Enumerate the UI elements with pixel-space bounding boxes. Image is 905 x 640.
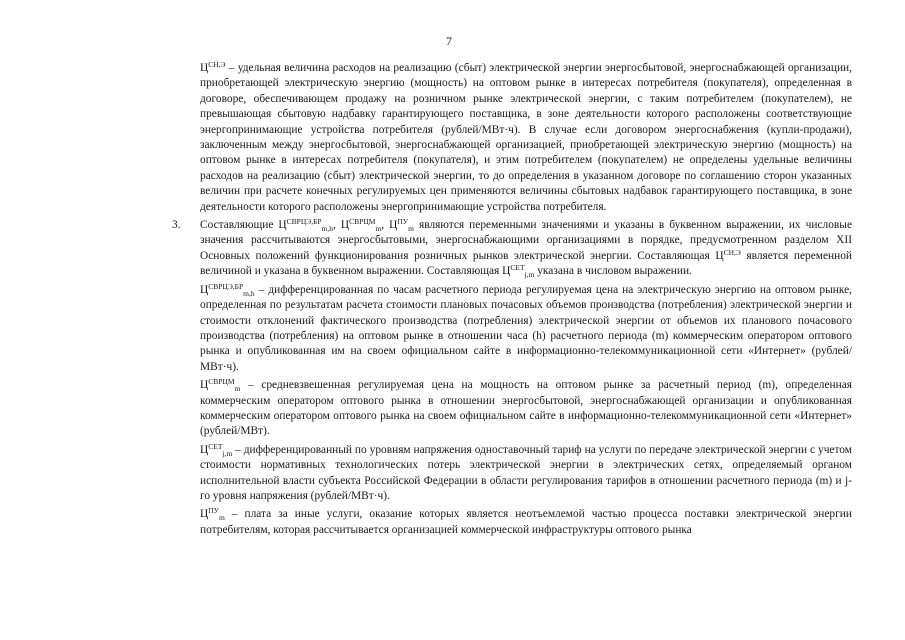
symbol-base: Ц [200, 443, 209, 456]
symbol-base: Ц [200, 379, 209, 392]
symbol-subscript: m,h [243, 288, 255, 298]
item-text: являются переменными значениями и указаны в буквенном выражении, их числовые значения рассчитываются энергосбытовыми, энергоснабжающими организациями в порядке, предусмотренном разделом XII Основных положений функционирования розничных рынков электрической энергии. Составляющая [200, 219, 852, 262]
formula-symbol [278, 218, 333, 233]
formula-symbol [502, 264, 534, 279]
symbol-base: Ц [715, 249, 724, 262]
symbol-superscript: СВРЦМ [349, 217, 376, 227]
definition-c-sn-e [200, 61, 852, 215]
definition-c-svrcm [200, 378, 852, 440]
symbol-subscript: m [218, 513, 225, 523]
formula-symbol [200, 378, 240, 393]
symbol-superscript: СН,Э [208, 60, 226, 69]
symbol-base: Ц [502, 265, 511, 278]
symbol-superscript: СЕТ [208, 441, 223, 451]
symbol-subscript: j,m [524, 270, 535, 280]
item-text: указана в числовом выражении. [534, 265, 692, 278]
formula-symbol [715, 249, 740, 262]
item-text: Составляющие [200, 219, 279, 232]
formula-symbol [389, 218, 414, 233]
symbol-base: Ц [200, 283, 209, 296]
symbol-superscript: ПУ [397, 217, 409, 227]
separator: , [333, 219, 341, 232]
definition-text: – удельная величина расходов на реализацию (сбыт) электрической энергии энергосбытовой, энергоснабжающей организации, приобретающей электрическую энергию (мощность) на оптовом рынке в интересах потребителя (покупателя), определенная в договоре, обеспечивающем продажу на розничном рынке электрической энергии, с таким потребителем (покупателем), не превышающая сбытовую надбавку гарантирующего поставщика, в зоне деятельности которого расположены соответствующие энергопринимающие устройства потребителя (рублей/МВт·ч). В случае если договором энергоснабжения (купли-продажи), заключенным между энергосбытовой, энергоснабжающей организацией, приобретающей электрическую энергию (мощность) на оптовом рынке в интересах потребителя (покупателя), и этим потребителем (покупателем) не определены удельные величины расходов на реализацию (сбыт) электрической энергии, то до определения в указанном договоре по соглашению сторон указанных величин при расчете конечных регулируемых цен применяются величины сбытовых надбавок гарантирующего поставщика, в зоне деятельности которого расположены энергопринимающие устройства потребителя. [200, 62, 852, 213]
symbol-superscript: СВРЦЭ,БР [286, 217, 322, 227]
formula-symbol [200, 283, 255, 298]
symbol-subscript: m,h [321, 224, 334, 234]
symbol-base: Ц [200, 62, 209, 74]
symbol-superscript: СЕТ [510, 263, 525, 273]
formula-symbol [200, 61, 225, 74]
symbol-subscript: m [375, 224, 382, 234]
formula-symbol [341, 218, 381, 233]
symbol-subscript: j,m [222, 448, 233, 458]
definition-text: – средневзвешенная регулируемая цена на мощность на оптовом рынке за расчетный период (m), определенная коммерческим оператором оптового рынка в отношении энергосбытовой, энергоснабжающей организации и опубликованная коммерческим оператором оптового рынка на своем официальном сайте в информационно-телекоммуникационной сети «Интернет» (рублей/МВт). [200, 379, 852, 438]
symbol-superscript: ПУ [208, 506, 219, 516]
definition-c-set [200, 443, 852, 505]
item-text: является переменной величиной и указана в буквенном выражении. Составляющая [200, 249, 853, 278]
formula-symbol [200, 507, 225, 522]
item-number: 3. [172, 219, 181, 232]
separator: , [381, 219, 390, 232]
definition-c-pu [200, 507, 852, 538]
list-item-3 [172, 217, 853, 280]
symbol-base: Ц [389, 219, 398, 232]
definition-text: – дифференцированный по уровням напряжения одноставочный тариф на услуги по передаче электрической энергии с учетом стоимости нормативных технологических потерь электрической энергии в электрических сетях, определяемый органом исполнительной власти субъекта Российской Федерации в области регулирования тарифов в отношении расчетного периода (m) и j-го уровня напряжения (рублей/МВт·ч). [200, 443, 852, 502]
symbol-superscript: СВРЦЭ,БР [208, 281, 244, 291]
formula-symbol [200, 443, 232, 458]
symbol-superscript: СВРЦМ [208, 377, 235, 387]
symbol-subscript: m [408, 224, 414, 234]
definition-text: – дифференцированная по часам расчетного периода регулируемая цена на электрическую энергию на оптовом рынке, определенная по результатам расчета стоимости плановых почасовых объемов производства (потребления) электрической энергии и стоимости отклонений фактического производства (потребления) электрической энергии от объемов их планового почасового производства (потребления) на оптовом рынке в отношении часа (h) расчетного периода (m) коммерческим оператором оптового рынка и опубликованная им на своем официальном сайте в информационно-телекоммуникационной сети «Интернет» (рублей/МВт·ч). [200, 283, 852, 373]
definition-text: – плата за иные услуги, оказание которых является неотъемлемой частью процесса поставки электрической энергии потребителям, которая рассчитывается организацией коммерческой инфраструктуры оптового рынка [200, 508, 852, 536]
page-number: 7 [446, 34, 452, 48]
symbol-base: Ц [340, 219, 350, 232]
symbol-superscript: СН,Э [723, 247, 741, 257]
symbol-subscript: m [234, 384, 241, 394]
definition-c-svrce-br [200, 283, 852, 375]
page-content [172, 60, 853, 538]
symbol-base: Ц [200, 508, 209, 521]
symbol-base: Ц [278, 219, 287, 232]
